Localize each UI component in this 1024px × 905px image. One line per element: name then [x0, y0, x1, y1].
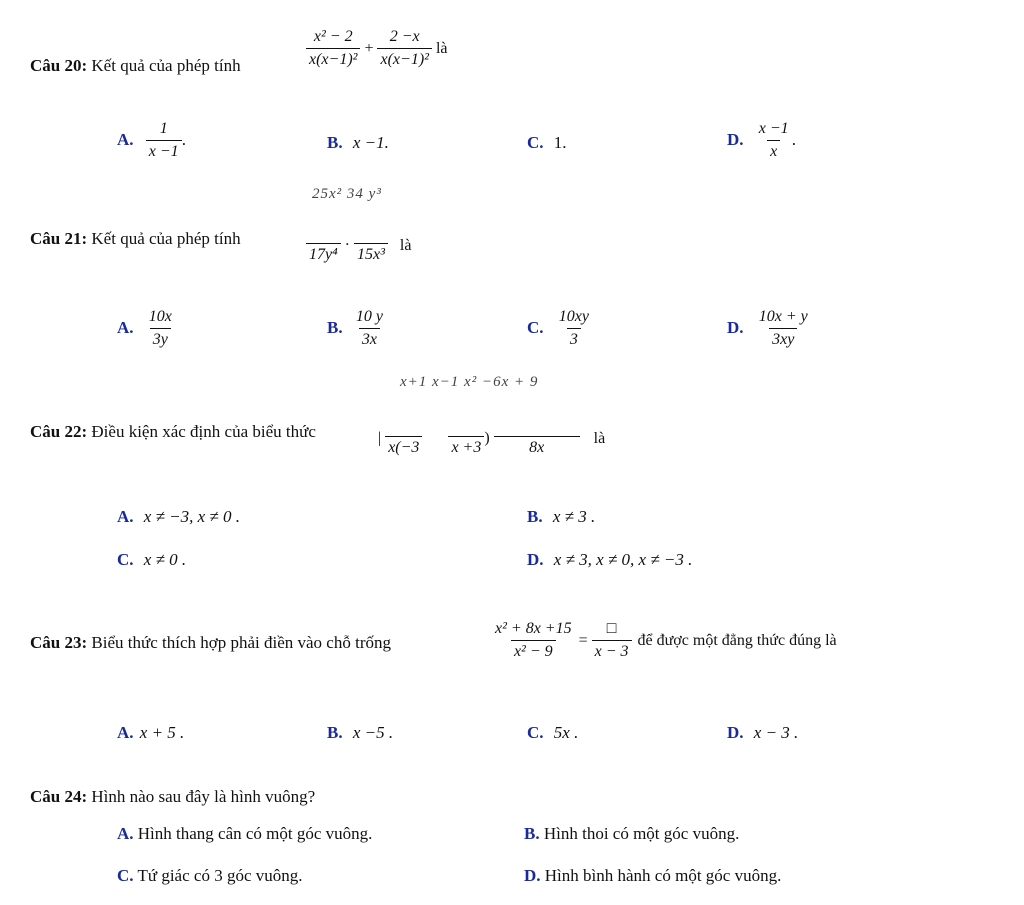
q22-text: Điều kiện xác định của biểu thức	[91, 422, 316, 441]
q20-tail: là	[435, 39, 448, 57]
q20-number: Câu 20:	[30, 56, 88, 75]
q23-fraction-2	[592, 620, 632, 662]
q24-option-c-label: C.	[117, 866, 134, 885]
q22-frac3-denominator: 8x	[494, 436, 580, 457]
q24-number: Câu 24:	[30, 787, 88, 806]
q24-option-c[interactable]	[117, 866, 303, 886]
q22-option-b-text: x ≠ 3 .	[552, 507, 596, 526]
q23-equals: =	[578, 631, 588, 649]
q24-option-a-text: Hình thang cân có một góc vuông.	[137, 824, 373, 843]
q21-number: Câu 21:	[30, 229, 88, 248]
q20-option-d-denominator: x	[767, 140, 780, 161]
q20-option-c[interactable]	[527, 133, 567, 153]
q20-option-c-text: 1.	[553, 133, 567, 152]
q22-option-b[interactable]	[527, 507, 595, 527]
q23-option-a-label: A.	[117, 723, 134, 742]
q22-bracket-right-icon: )	[484, 429, 490, 447]
q21-operator: ·	[344, 236, 350, 254]
q23-option-d[interactable]	[727, 723, 798, 743]
q20-option-b[interactable]	[327, 133, 389, 153]
q21-option-a-numerator: 10x	[148, 308, 172, 325]
q21-option-b-fraction	[353, 308, 386, 350]
q22-option-a-text: x ≠ −3, x ≠ 0 .	[143, 507, 241, 526]
q21-option-a[interactable]	[117, 308, 175, 350]
q22-heading	[30, 422, 316, 442]
q24-text: Hình nào sau đây là hình vuông?	[91, 787, 316, 806]
q21-faint-numerators: 25x² 34 y³	[312, 186, 382, 202]
q22-frac2-denominator: x +3	[448, 436, 484, 457]
q21-tail: là	[399, 236, 412, 254]
q21-frac1-numerator-blank	[320, 227, 326, 243]
q23-frac2-numerator-blank-box[interactable]: □	[606, 620, 617, 637]
q22-option-c[interactable]	[117, 550, 186, 570]
q21-option-c[interactable]	[527, 308, 592, 350]
q21-expression	[306, 227, 411, 264]
q21-frac2-numerator-blank	[368, 227, 374, 243]
q24-option-d[interactable]	[524, 866, 781, 886]
q23-option-b-label: B.	[327, 723, 343, 742]
q22-option-c-label: C.	[117, 550, 134, 569]
q21-fraction-2	[354, 227, 388, 264]
q23-option-c-text: 5x .	[553, 723, 579, 742]
q23-frac1-numerator: x² + 8x +15	[495, 620, 572, 637]
q22-expression	[378, 420, 605, 457]
q20-option-d-fraction	[756, 120, 792, 162]
q20-option-d[interactable]	[727, 120, 796, 162]
q22-frac3-numerator-blank	[494, 420, 580, 436]
q23-option-c-label: C.	[527, 723, 544, 742]
q20-frac2-numerator: 2 −x	[389, 28, 420, 45]
q23-option-a[interactable]	[117, 723, 184, 743]
q21-text: Kết quả của phép tính	[91, 229, 241, 248]
q22-fraction-3	[494, 420, 580, 457]
q22-number: Câu 22:	[30, 422, 88, 441]
q20-option-a-numerator: 1	[159, 120, 168, 137]
q22-frac1-denominator: x(−3	[385, 436, 422, 457]
q21-option-a-denominator: 3y	[150, 328, 171, 349]
q21-option-d-denominator: 3xy	[769, 328, 797, 349]
q21-frac1-denominator: 17y⁴	[306, 243, 341, 264]
q20-fraction-2	[377, 28, 431, 70]
q21-option-c-fraction	[556, 308, 592, 350]
q22-bracket-left-icon: |	[378, 429, 382, 447]
q20-operator: +	[364, 39, 374, 57]
q20-option-a[interactable]	[117, 120, 186, 162]
q20-option-a-label: A.	[117, 129, 134, 149]
q22-option-d[interactable]	[527, 550, 692, 570]
q23-expression	[492, 620, 837, 662]
q23-option-c[interactable]	[527, 723, 578, 743]
q24-option-d-text: Hình bình hành có một góc vuông.	[544, 866, 782, 885]
q20-option-d-tail: .	[791, 129, 796, 149]
q21-fraction-1	[306, 227, 341, 264]
q23-frac2-denominator: x − 3	[592, 640, 632, 661]
q22-fraction-1	[385, 420, 422, 457]
q21-option-c-label: C.	[527, 317, 544, 337]
q21-option-b-label: B.	[327, 317, 343, 337]
q21-option-d-numerator: 10x + y	[758, 308, 808, 325]
q23-option-a-text: x + 5 .	[139, 723, 185, 742]
q23-heading	[30, 633, 391, 653]
q22-fraction-2	[448, 420, 484, 457]
q22-option-d-text: x ≠ 3, x ≠ 0, x ≠ −3 .	[553, 550, 693, 569]
q21-option-b[interactable]	[327, 308, 386, 350]
q20-frac1-numerator: x² − 2	[313, 28, 353, 45]
q21-option-a-fraction	[146, 308, 175, 350]
q23-text: Biểu thức thích hợp phải điền vào chỗ trống	[91, 633, 391, 652]
q24-heading	[30, 787, 315, 807]
q20-option-d-label: D.	[727, 129, 744, 149]
q24-option-b-text: Hình thoi có một góc vuông.	[543, 824, 740, 843]
q22-frac1-numerator-blank	[401, 420, 407, 436]
q23-fraction-1	[492, 620, 575, 662]
q21-option-b-denominator: 3x	[359, 328, 380, 349]
q21-heading	[30, 229, 241, 249]
q24-option-b-label: B.	[524, 824, 540, 843]
q23-option-d-label: D.	[727, 723, 744, 742]
q20-frac2-denominator: x(x−1)²	[377, 48, 431, 69]
q24-option-c-text: Tứ giác có 3 góc vuông.	[137, 866, 303, 885]
q22-option-c-text: x ≠ 0 .	[143, 550, 187, 569]
q23-frac1-denominator: x² − 9	[511, 640, 556, 661]
q20-option-a-tail: .	[181, 129, 186, 149]
q24-option-a-label: A.	[117, 824, 134, 843]
q21-option-c-denominator: 3	[567, 328, 581, 349]
q20-option-a-denominator: x −1	[146, 140, 182, 161]
q20-option-a-fraction	[146, 120, 182, 162]
q20-expression	[306, 28, 447, 70]
q20-option-b-label: B.	[327, 133, 343, 152]
q23-option-b[interactable]	[327, 723, 393, 743]
q23-number: Câu 23:	[30, 633, 88, 652]
q20-text: Kết quả của phép tính	[91, 56, 241, 75]
q20-frac1-denominator: x(x−1)²	[306, 48, 360, 69]
q24-option-a[interactable]	[117, 824, 372, 844]
q24-option-d-label: D.	[524, 866, 541, 885]
q20-option-d-numerator: x −1	[758, 120, 789, 137]
q23-tail: để được một đẳng thức đúng là	[637, 631, 837, 649]
q20-fraction-1	[306, 28, 360, 70]
q22-faint-numerators: x+1 x−1 x² −6x + 9	[400, 374, 539, 390]
q23-option-d-text: x − 3 .	[753, 723, 799, 742]
q20-option-b-text: x −1.	[352, 133, 389, 152]
q22-option-b-label: B.	[527, 507, 543, 526]
q21-option-d[interactable]	[727, 308, 811, 350]
q24-option-b[interactable]	[524, 824, 739, 844]
q21-option-c-numerator: 10xy	[558, 308, 589, 325]
q21-frac2-denominator: 15x³	[354, 243, 388, 264]
q21-option-b-numerator: 10 y	[355, 308, 383, 325]
q21-option-d-fraction	[756, 308, 811, 350]
q21-option-d-label: D.	[727, 317, 744, 337]
q22-option-a[interactable]	[117, 507, 240, 527]
q22-tail: là	[593, 429, 606, 447]
q22-option-a-label: A.	[117, 507, 134, 526]
q20-heading	[30, 56, 241, 76]
q22-option-d-label: D.	[527, 550, 544, 569]
q21-option-a-label: A.	[117, 317, 134, 337]
q22-frac2-numerator-blank	[463, 420, 469, 436]
q20-option-c-label: C.	[527, 133, 544, 152]
q23-option-b-text: x −5 .	[352, 723, 394, 742]
